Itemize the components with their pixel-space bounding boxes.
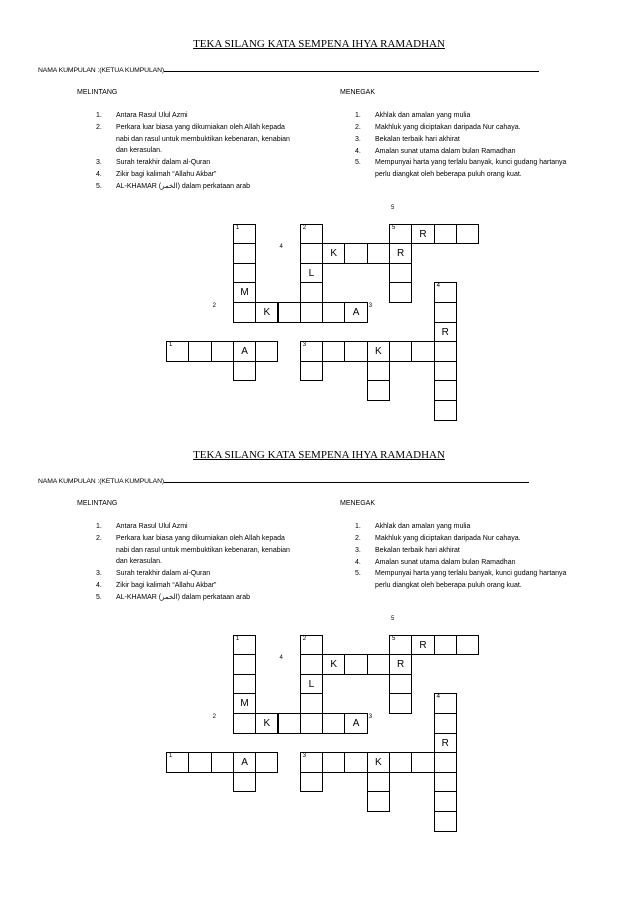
crossword-cell[interactable] xyxy=(300,674,323,695)
cell-number: 1 xyxy=(235,635,240,642)
crossword-cell[interactable] xyxy=(233,302,256,323)
clue-number: 3. xyxy=(96,570,102,577)
crossword-cell[interactable] xyxy=(278,713,301,734)
clue-text: Amalan sunat utama dalam bulan Ramadhan xyxy=(375,559,516,566)
crossword-cell[interactable] xyxy=(233,635,256,656)
crossword-cell[interactable] xyxy=(322,341,345,362)
cell-letter: M xyxy=(240,698,249,710)
crossword-cell[interactable] xyxy=(344,654,367,675)
clue-text: Bekalan terbaik hari akhirat xyxy=(375,547,460,554)
clue-number: 1. xyxy=(96,112,102,119)
across-heading: MELINTANG xyxy=(77,500,118,507)
clue-number: 4. xyxy=(96,171,102,178)
group-name-field[interactable] xyxy=(38,478,529,485)
cell-number: 5 xyxy=(392,224,396,231)
crossword-cell[interactable] xyxy=(456,635,479,656)
clue-number: 5. xyxy=(355,570,361,577)
crossword-cell[interactable] xyxy=(434,635,457,656)
clue-number: 1. xyxy=(355,523,361,530)
clue-text: Amalan sunat utama dalam bulan Ramadhan xyxy=(375,148,516,155)
clue-number-label: 3 xyxy=(368,714,373,720)
clue-text: Antara Rasul Ulul Azmi xyxy=(116,112,188,119)
clue-number: 3. xyxy=(355,136,361,143)
crossword-cell[interactable] xyxy=(300,713,323,734)
group-name-label: NAMA KUMPULAN :(KETUA KUMPULAN) xyxy=(38,67,165,74)
group-name-line[interactable] xyxy=(164,482,529,483)
clue-text: Surah terakhir dalam al-Quran xyxy=(116,570,211,577)
crossword-cell[interactable] xyxy=(389,341,412,362)
crossword-cell[interactable] xyxy=(300,361,323,382)
crossword-cell[interactable] xyxy=(434,302,457,323)
crossword-cell[interactable] xyxy=(300,282,323,303)
group-name-field[interactable] xyxy=(38,67,539,74)
cell-letter: K xyxy=(263,307,271,318)
worksheet-title: TEKA SILANG KATA SEMPENA IHYA RAMADHAN xyxy=(193,449,445,461)
cell-letter: R xyxy=(397,659,405,671)
cell-letter: L xyxy=(308,678,315,690)
crossword-cell[interactable] xyxy=(233,693,256,714)
clue-text: Bekalan terbaik hari akhirat xyxy=(375,136,460,143)
clue-number: 5. xyxy=(96,594,102,601)
crossword-cell[interactable] xyxy=(233,224,256,245)
clue-text: Antara Rasul Ulul Azmi xyxy=(116,523,188,530)
crossword-cell[interactable] xyxy=(233,674,256,695)
crossword-cell[interactable] xyxy=(367,361,390,382)
cell-letter: M xyxy=(240,287,249,299)
cell-letter: A xyxy=(241,757,248,769)
crossword-cell[interactable] xyxy=(322,752,345,773)
cell-letter: K xyxy=(330,659,338,671)
crossword-cell[interactable] xyxy=(278,302,301,323)
clue-text: Perkara luar biasa yang dikurniakan oleh Allah kepada nabi dan rasul untuk membuktikan kebenaran, kenabian dan kerasulan. xyxy=(116,124,290,154)
clue-number: 4. xyxy=(355,148,361,155)
clue-number: 2. xyxy=(355,124,361,131)
clue-number: 2. xyxy=(355,535,361,542)
crossword-cell[interactable] xyxy=(389,243,412,264)
crossword-cell[interactable] xyxy=(300,772,323,793)
cell-number: 1 xyxy=(235,224,240,231)
crossword-cell[interactable] xyxy=(434,772,457,793)
clue-number-label: 2 xyxy=(212,714,216,720)
clue-number: 1. xyxy=(96,523,102,530)
crossword-cell[interactable] xyxy=(300,243,323,264)
crossword-cell[interactable] xyxy=(300,693,323,714)
clue-number-label: 4 xyxy=(279,244,283,251)
crossword-cell[interactable] xyxy=(255,341,278,362)
crossword-cell[interactable] xyxy=(322,654,345,675)
crossword-cell[interactable] xyxy=(411,224,434,245)
clue-number-label: 2 xyxy=(212,303,216,309)
crossword-cell[interactable] xyxy=(434,341,457,362)
crossword-cell[interactable] xyxy=(255,752,278,773)
crossword-cell[interactable] xyxy=(166,341,189,362)
cell-letter: A xyxy=(352,718,360,729)
clue-text: Akhlak dan amalan yang mulia xyxy=(375,523,471,530)
cell-number: 5 xyxy=(392,635,396,642)
clue-number-label: 4 xyxy=(279,655,283,662)
crossword-cell[interactable] xyxy=(434,752,457,773)
crossword-cell[interactable] xyxy=(434,733,457,754)
crossword-cell[interactable] xyxy=(434,811,457,832)
cell-number: 4 xyxy=(436,694,440,701)
cell-letter: R xyxy=(397,248,405,260)
crossword-cell[interactable] xyxy=(367,243,390,264)
clue-text: Perkara luar biasa yang dikurniakan oleh Allah kepada nabi dan rasul untuk membuktikan kebenaran, kenabian dan kerasulan. xyxy=(116,535,290,565)
crossword-cell[interactable] xyxy=(255,302,278,323)
crossword-cell[interactable] xyxy=(322,713,345,734)
crossword-cell[interactable] xyxy=(166,752,189,773)
crossword-cell[interactable] xyxy=(456,224,479,245)
crossword-cell[interactable] xyxy=(367,752,390,773)
clue-number: 5. xyxy=(355,159,361,166)
crossword-cell[interactable] xyxy=(255,713,278,734)
crossword-cell[interactable] xyxy=(411,341,434,362)
crossword-cell[interactable] xyxy=(367,654,390,675)
crossword-cell[interactable] xyxy=(188,752,211,773)
crossword-cell[interactable] xyxy=(434,693,457,714)
crossword-cell[interactable] xyxy=(300,224,323,245)
crossword-cell[interactable] xyxy=(300,654,323,675)
clue-number-label: 5 xyxy=(391,205,395,211)
clue-number: 4. xyxy=(96,582,102,589)
crossword-cell[interactable] xyxy=(300,263,323,284)
down-heading: MENEGAK xyxy=(340,89,376,96)
clue-text: AL-KHAMAR (الخمر) dalam perkataan arab xyxy=(116,183,251,190)
clue-text: AL-KHAMAR (الخمر) dalam perkataan arab xyxy=(116,594,251,601)
clue-number: 3. xyxy=(96,159,102,166)
clue-text: Makhluk yang diciptakan daripada Nur cahaya. xyxy=(375,535,521,542)
cell-letter: K xyxy=(375,757,382,769)
crossword-cell[interactable] xyxy=(389,635,412,656)
crossword-cell[interactable] xyxy=(322,302,345,323)
crossword-cell[interactable] xyxy=(233,772,256,793)
crossword-cell[interactable] xyxy=(367,380,390,401)
cell-letter: R xyxy=(441,737,449,749)
clue-text: Makhluk yang diciptakan daripada Nur cahaya. xyxy=(375,124,521,131)
cell-number: 1 xyxy=(169,753,173,760)
clue-number-label: 5 xyxy=(391,616,395,622)
crossword-cell[interactable] xyxy=(434,224,457,245)
cell-letter: R xyxy=(419,639,427,651)
clue-number: 4. xyxy=(355,559,361,566)
clue-text: Mempunyai harta yang terlalu banyak, kunci gudang hartanya perlu diangkat oleh beberapa puluh orang kuat. xyxy=(375,570,567,589)
crossword-cell[interactable] xyxy=(300,635,323,656)
clue-number-label: 3 xyxy=(368,303,373,309)
crossword-cell[interactable] xyxy=(233,713,256,734)
crossword-cell[interactable] xyxy=(411,752,434,773)
clue-text: Akhlak dan amalan yang mulia xyxy=(375,112,471,119)
crossword-cell[interactable] xyxy=(389,752,412,773)
crossword-cell[interactable] xyxy=(434,282,457,303)
crossword-cell[interactable] xyxy=(344,752,367,773)
crossword-cell[interactable] xyxy=(300,341,323,362)
crossword-cell[interactable] xyxy=(389,654,412,675)
crossword-cell[interactable] xyxy=(344,341,367,362)
clue-number: 2. xyxy=(96,124,102,131)
crossword-cell[interactable] xyxy=(344,713,367,734)
cell-number: 3 xyxy=(302,753,307,760)
crossword-cell[interactable] xyxy=(233,243,256,264)
cell-letter: R xyxy=(441,326,449,338)
crossword-cell[interactable] xyxy=(233,282,256,303)
cell-letter: K xyxy=(375,346,382,358)
crossword-cell[interactable] xyxy=(188,341,211,362)
crossword-cell[interactable] xyxy=(434,791,457,812)
crossword-cell[interactable] xyxy=(434,361,457,382)
crossword-cell[interactable] xyxy=(389,263,412,284)
clue-text: Surah terakhir dalam al-Quran xyxy=(116,159,211,166)
clue-text: Zikir bagi kalimah “Allahu Akbar” xyxy=(116,171,217,178)
crossword-cell[interactable] xyxy=(211,341,234,362)
crossword-cell[interactable] xyxy=(322,243,345,264)
crossword-cell[interactable] xyxy=(434,713,457,734)
crossword-cell[interactable] xyxy=(434,322,457,343)
crossword-cell[interactable] xyxy=(300,302,323,323)
cell-number: 3 xyxy=(302,342,307,349)
crossword-cell[interactable] xyxy=(389,674,412,695)
cell-letter: A xyxy=(352,307,360,318)
crossword-cell[interactable] xyxy=(367,772,390,793)
cell-number: 2 xyxy=(302,224,307,231)
crossword-cell[interactable] xyxy=(367,791,390,812)
crossword-cell[interactable] xyxy=(233,263,256,284)
cell-number: 1 xyxy=(169,342,173,349)
crossword-cell[interactable] xyxy=(233,361,256,382)
crossword-cell[interactable] xyxy=(211,752,234,773)
clue-text: Mempunyai harta yang terlalu banyak, kunci gudang hartanya perlu diangkat oleh beberapa puluh orang kuat. xyxy=(375,159,567,178)
crossword-cell[interactable] xyxy=(300,752,323,773)
cell-letter: K xyxy=(263,718,271,729)
clue-number: 5. xyxy=(96,183,102,190)
worksheet-title: TEKA SILANG KATA SEMPENA IHYA RAMADHAN xyxy=(193,38,445,50)
crossword-cell[interactable] xyxy=(233,752,256,773)
worksheet-1 xyxy=(0,0,638,450)
clue-number: 1. xyxy=(355,112,361,119)
worksheet-2 xyxy=(0,411,638,861)
crossword-cell[interactable] xyxy=(389,282,412,303)
crossword-cell[interactable] xyxy=(411,635,434,656)
crossword-cell[interactable] xyxy=(233,654,256,675)
down-heading: MENEGAK xyxy=(340,500,376,507)
crossword-cell[interactable] xyxy=(233,341,256,362)
crossword-cell[interactable] xyxy=(367,341,390,362)
cell-letter: K xyxy=(330,248,338,260)
crossword-cell[interactable] xyxy=(389,693,412,714)
cell-letter: A xyxy=(241,346,248,358)
cell-letter: R xyxy=(419,228,427,240)
cell-number: 2 xyxy=(302,635,307,642)
clue-text: Zikir bagi kalimah “Allahu Akbar” xyxy=(116,582,217,589)
crossword-cell[interactable] xyxy=(434,380,457,401)
group-name-label: NAMA KUMPULAN :(KETUA KUMPULAN) xyxy=(38,478,165,485)
crossword-cell[interactable] xyxy=(389,224,412,245)
group-name-line[interactable] xyxy=(164,71,539,72)
clue-number: 2. xyxy=(96,535,102,542)
clue-number: 3. xyxy=(355,547,361,554)
crossword-cell[interactable] xyxy=(344,243,367,264)
cell-number: 4 xyxy=(436,283,440,290)
cell-letter: L xyxy=(308,267,315,279)
across-heading: MELINTANG xyxy=(77,89,118,96)
crossword-cell[interactable] xyxy=(344,302,367,323)
